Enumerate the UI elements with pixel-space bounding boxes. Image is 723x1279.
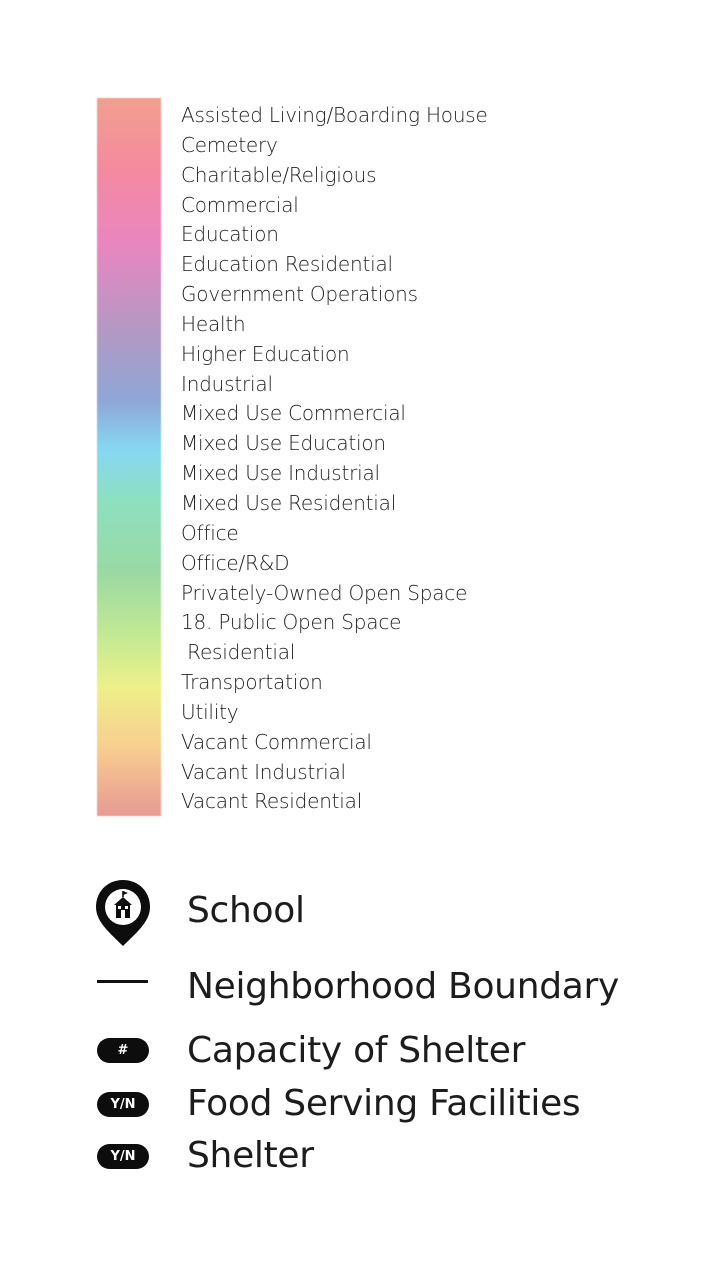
legend-item: Vacant Commercial [181,729,372,754]
legend-item: Commercial [181,192,299,217]
food-badge-icon: Y/N [97,1092,149,1117]
legend-item: Mixed Use Residential [181,490,397,515]
legend-item: Government Operations [181,282,418,307]
shelter-legend-row [0,1131,723,1181]
shelter-badge-icon: Y/N [97,1144,149,1169]
shelter-label: Shelter [187,1135,314,1176]
legend-item: Mixed Use Industrial [181,461,380,486]
boundary-legend-row [0,962,723,1012]
legend-item: Vacant Residential [181,789,363,814]
school-label: School [187,890,305,931]
land-use-color-ramp [97,98,161,816]
legend-item: Mixed Use Education [181,431,386,456]
legend-item: Education Residential [181,252,393,277]
legend-item: Cemetery [181,132,278,157]
legend-item: Education [181,222,279,247]
legend-item: Charitable/Religious [181,162,377,187]
school-legend-row [0,886,723,936]
legend-item: Utility [181,699,239,724]
food-label: Food Serving Facilities [187,1083,581,1124]
legend-item: Higher Education [181,341,350,366]
legend-item: Health [181,311,246,336]
legend-item: Mixed Use Commercial [181,401,406,426]
capacity-badge-icon: # [97,1038,149,1063]
legend-item: Privately-Owned Open Space [181,580,468,605]
boundary-label: Neighborhood Boundary [187,966,620,1007]
legend-item: Assisted Living/Boarding House [181,103,488,127]
capacity-legend-row [0,1026,723,1076]
legend-item: Office [181,520,239,545]
legend-item: Industrial [181,371,273,396]
capacity-label: Capacity of Shelter [187,1030,526,1071]
legend-item: Transportation [181,670,323,695]
food-legend-row [0,1079,723,1129]
legend-item: Office/R&D [181,550,290,575]
legend-item: Vacant Industrial [181,759,346,784]
land-use-legend-list [181,100,488,816]
legend-item: 18. Public Open Space [181,610,402,635]
legend-item: Residential [181,640,296,665]
